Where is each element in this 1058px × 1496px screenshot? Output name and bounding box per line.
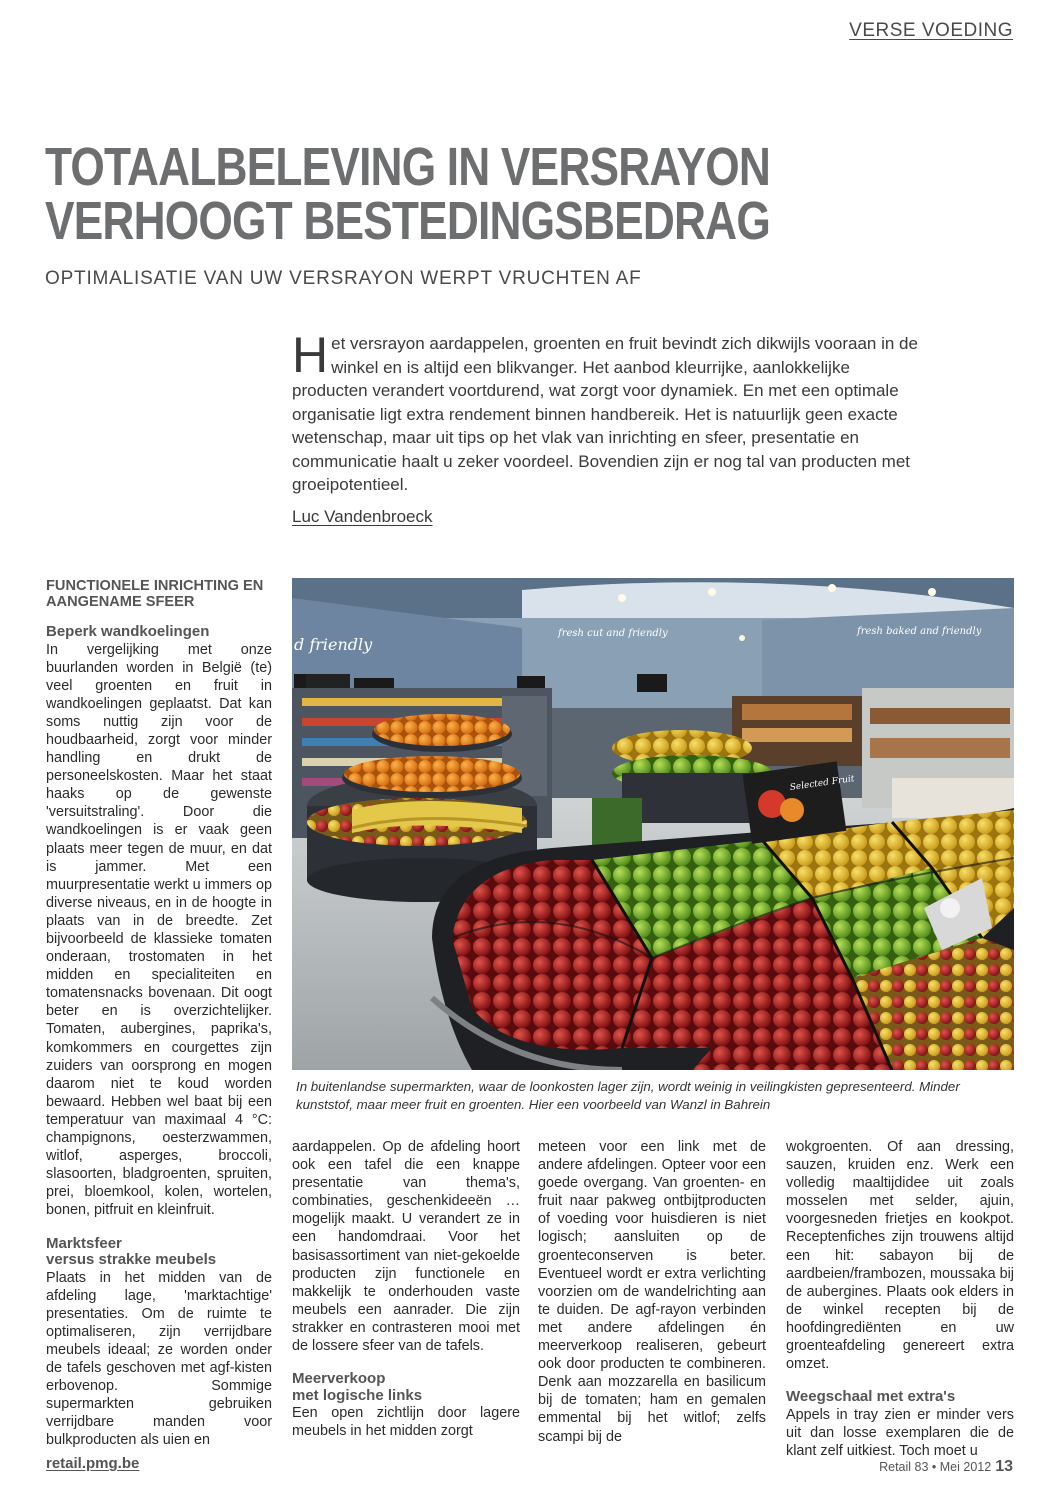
intro-paragraph (292, 327, 920, 497)
article-title-line-1: TOTAALBELEVING IN VERSRAYON (45, 137, 770, 197)
column-1 (46, 578, 272, 1449)
author-byline: Luc Vandenbroeck (292, 507, 433, 526)
store-sign-2: fresh cut and friendly (558, 628, 668, 639)
drop-cap: H (292, 327, 329, 383)
article-title-line-2: VERHOOGT BESTEDINGSBEDRAG (45, 191, 770, 251)
selected-fruit-sign: Selected Fruit (789, 774, 856, 794)
column-4 (786, 1138, 1014, 1460)
footer-issue (879, 1458, 1013, 1476)
store-sign-1: d friendly (294, 635, 373, 654)
body-paragraph: aardappelen. Op de afdeling hoort ook een tafel die een knappe presentatie van thema's, combinaties, geschenkideeën … mogelijk maakt. U verandert ze in een handomdraai. Voor het basisassortiment van niet-gekoelde producten zijn functionele en makkelijk te onderhouden vaste meubels een aanrader. Die zijn strakker en contrasteren mooi met de lossere sfeer van de tafels. (292, 1139, 520, 1355)
section-heading: FUNCTIONELE INRICHTING EN AANGENAME SFEER (46, 578, 264, 610)
body-paragraph: In vergelijking met onze buurlanden worden in België (te) veel groenten en fruit in wandkoelingen geplaatst. Dat kan soms nuttig zijn voor de houdbaarheid, zorgt voor minder handling en drukt de personeelskosten. Maar het staat haaks op de gewenste 'versuitstraling'. Door die wandkoelingen is er vaak geen plaats meer tegen de muur, en dat is jammer. Met een muurpresentatie werkt u immers op diverse niveaus, en in de hoogte in plaats van in de breedte. Zet bijvoorbeeld de klassieke tomaten onderaan, trostomaten in het midden en specialiteiten en tomatensnacks bovenaan. Dit oogt beter en is overzichtelijker. Tomaten, aubergines, paprika's, komkommers en courgettes zijn zuiders van oorsprong en mogen daarom niet te koud worden bewaard. Hebben wel baat bij een temperatuur van maximaal 4 °C: champignons, oesterzwammen, witlof, asperges, broccoli, slasoorten, bladgroenten, spruiten, prei, bloemkool, kolen, wortelen, bonen, pitfruit en kleinfruit. (46, 641, 272, 1219)
article-title (45, 137, 783, 251)
footer-site-link[interactable]: retail.pmg.be (46, 1455, 140, 1472)
section-tag: VERSE VOEDING (849, 20, 1013, 41)
subheading-line: Marktsfeer (46, 1234, 122, 1252)
subheading-line: Meerverkoop (292, 1370, 386, 1388)
body-paragraph: meteen voor een link met de andere afdelingen. Opteer voor een goede overgang. Van groenten- en fruit naar pakweg ontbijtproducten of voeding voor huisdieren is niet logisch; aansluiten op de groenteconserven is beter. Eventueel wordt er extra verlichting voorzien om de wandelrichting aan te duiden. De agf-rayon verbinden met andere afdelingen én meerverkoop realiseren, gebeurt ook door producten te combineren. Denk aan mozzarella en basilicum bij de tomaten; ham en gemalen emmental bij het witlof; zelfs scampi bij de (538, 1139, 766, 1445)
body-paragraph: Een open zichtlijn door lagere meubels in het midden zorgt (292, 1405, 520, 1440)
store-sign-3: fresh baked and friendly (857, 626, 982, 637)
subheading-weegschaal: Weegschaal met extra's (786, 1388, 956, 1406)
subheading-meerverkoop (292, 1371, 520, 1404)
subheading-marktsfeer (46, 1236, 272, 1269)
subheading-line: versus strakke meubels (46, 1251, 217, 1268)
store-photo (292, 578, 1014, 1070)
body-paragraph: Appels in tray zien er minder vers uit dan losse exemplaren die de klant zelf uitkiest. Toch moet u (786, 1406, 1014, 1459)
photo-caption: In buitenlandse supermarkten, waar de loonkosten lager zijn, wordt weinig in veilingkisten gepresenteerd. Minder kunststof, maar meer fruit en groenten. Hier een voorbeeld van Wanzl in Bahrein (296, 1079, 960, 1112)
body-paragraph: wokgroenten. Of aan dressing, sauzen, kruiden enz. Werk een volledig maaltijdidee uit zoals mosselen met selder, ajuin, voorgesneden frietjes en kookpot. Receptenfiches zijn trouwens altijd een hit: sabayon bij de aardbeien/frambozen, moussaka bij de aubergines. Plaats ook elders in de winkel recepten bij de hoofdingrediënten en uw groenteafdeling genereert extra omzet. (786, 1139, 1014, 1373)
column-2 (292, 1138, 520, 1440)
page-number: 13 (995, 1458, 1013, 1475)
column-3 (538, 1138, 766, 1446)
intro-text: et versrayon aardappelen, groenten en fruit bevindt zich dikwijls vooraan in de winkel en is altijd een blikvanger. Het aanbod kleurrijke, aanlokkelijke producten verandert voortdurend, wat zorgt voor dynamiek. En met een optimale organisatie ligt extra rendement binnen handbereik. Het is natuurlijk geen exacte wetenschap, maar uit tips op het vlak van inrichting en sfeer, presentatie en communicatie haalt u zeker voordeel. Bovendien zijn er nog tal van producten met groeipotentieel. (292, 334, 918, 494)
subheading-wandkoelingen: Beperk wandkoelingen (46, 623, 210, 640)
subheading-line: met logische links (292, 1386, 423, 1404)
footer-issue-text: Retail 83 • Mei 2012 (879, 1460, 992, 1474)
body-paragraph: Plaats in het midden van de afdeling lage, 'marktachtige' presentaties. Om de ruimte te optimaliseren, zijn verrijdbare meubels ideaal; ze worden onder de tafels geschoven met agf-kisten erbovenop. Sommige supermarkten gebruiken verrijdbare manden voor bulkproducten als uien en (46, 1269, 272, 1449)
article-subtitle: OPTIMALISATIE VAN UW VERSRAYON WERPT VRUCHTEN AF (45, 268, 642, 289)
